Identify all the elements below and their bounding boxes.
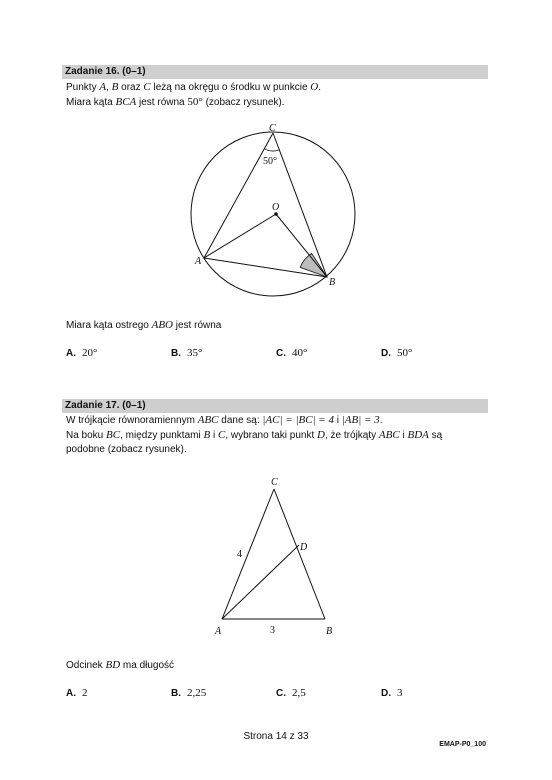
math-BDA: BDA (407, 429, 429, 441)
answer-option[interactable] (276, 686, 306, 701)
text: , wybrano taki punkt (225, 430, 318, 441)
math-C: C (143, 81, 151, 93)
text: Na boku (66, 430, 107, 441)
answer-value: 2 (82, 687, 88, 699)
segment-AC (222, 489, 274, 619)
label-C: C (269, 123, 276, 134)
exam-code: EMAP-P0_100 (439, 741, 486, 748)
text: i (399, 430, 408, 441)
text: Punkty (66, 82, 100, 93)
angle-label: 50° (263, 156, 277, 167)
label-O: O (272, 202, 280, 213)
answer-letter: A. (66, 348, 76, 359)
answer-letter: D. (381, 348, 391, 359)
math-D: D (317, 429, 325, 441)
math-BC: BC (106, 429, 121, 441)
label-A: A (215, 626, 222, 637)
math-ABC: ABC (378, 429, 400, 441)
text: . (379, 415, 383, 426)
text: są (428, 430, 443, 441)
label-B: B (329, 277, 336, 288)
answer-letter: A. (66, 688, 76, 699)
label-D: D (300, 542, 308, 553)
text: jest równa (173, 320, 222, 331)
math-B: B (203, 429, 211, 441)
text: , (106, 82, 112, 93)
answer-value: 50° (397, 347, 413, 359)
math-ABO: ABO (151, 319, 173, 331)
math-C: C (217, 429, 226, 441)
segment-AD (222, 545, 299, 619)
task-17-description-cont: podobne (zobacz rysunek). (66, 444, 187, 455)
text: ma długość (120, 660, 175, 671)
math-angle: 50° (187, 96, 203, 108)
text: , że trójkąty (325, 430, 379, 441)
label-A: A (195, 256, 202, 267)
math-BD: BD (105, 659, 121, 671)
label-C: C (271, 477, 278, 488)
page-number: Strona 14 z 33 (243, 731, 309, 742)
answer-letter: D. (381, 688, 391, 699)
answer-option[interactable] (381, 686, 403, 701)
text: , między punktami (120, 430, 204, 441)
math-B: B (111, 81, 119, 93)
answer-value: 2,25 (187, 687, 207, 699)
task-17-question (66, 658, 174, 673)
answer-value: 40° (292, 347, 308, 359)
text: leżą na okręgu o środku w punkcie (150, 82, 311, 93)
text: Miara kąta (66, 97, 116, 108)
answer-value: 20° (82, 347, 98, 359)
answer-letter: C. (276, 348, 286, 359)
answer-value: 35° (187, 347, 203, 359)
text: W trójkącie równoramiennym (66, 415, 198, 426)
text: i (210, 430, 218, 441)
answer-option[interactable] (171, 686, 206, 701)
answer-letter: C. (276, 688, 286, 699)
answer-value: 2,5 (292, 687, 306, 699)
math-equation: |AB| = 3 (341, 414, 380, 426)
label-length-3: 3 (270, 625, 275, 636)
math-O: O (310, 81, 319, 93)
label-length-4: 4 (237, 549, 242, 560)
math-BCA: BCA (115, 96, 137, 108)
math-ABC: ABC (197, 414, 219, 426)
task-17-header: Zadanie 17. (0–1) (62, 399, 488, 413)
math-A: A (99, 81, 107, 93)
task-17-answers (66, 686, 486, 700)
text: dane są: (218, 415, 263, 426)
text: i (333, 415, 342, 426)
text: oraz (118, 82, 144, 93)
task-16-header: Zadanie 16. (0–1) (62, 65, 488, 79)
answer-letter: B. (171, 688, 181, 699)
answer-letter: B. (171, 348, 181, 359)
segment-CB (274, 489, 325, 619)
answer-value: 3 (397, 687, 403, 699)
answer-option[interactable] (66, 686, 88, 701)
text: Odcinek (66, 660, 106, 671)
math-equation: |AC| = |BC| = 4 (262, 414, 334, 426)
text: jest równa (136, 97, 188, 108)
label-B: B (326, 626, 333, 637)
text: Miara kąta ostrego (66, 320, 152, 331)
text: (zobacz rysunek). (202, 97, 285, 108)
text: . (318, 82, 322, 93)
